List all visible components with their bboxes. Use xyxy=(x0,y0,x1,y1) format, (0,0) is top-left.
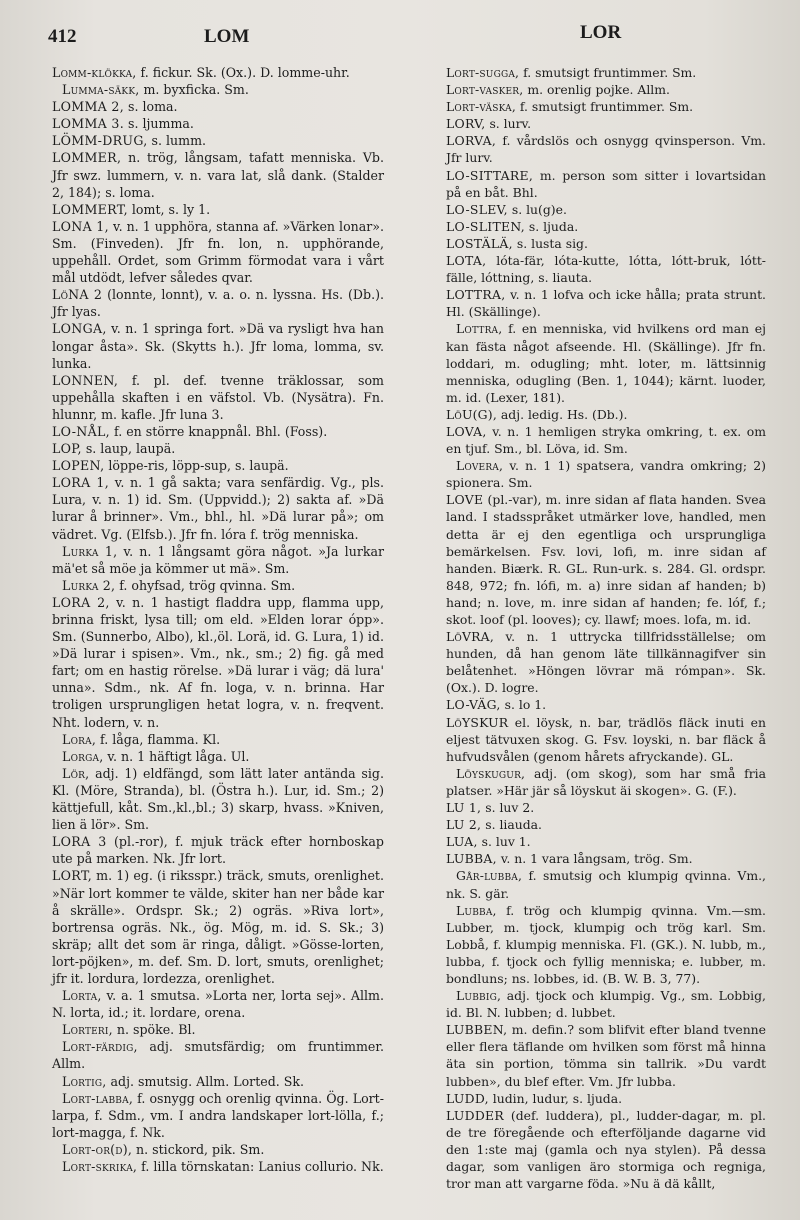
dictionary-entry xyxy=(446,64,766,81)
entry-definition: v. n. 1 hemligen stryka omkring, t. ex. om en tjuf. Sm., bl. Löva, id. Sm. xyxy=(446,423,766,457)
entry-definition: v. n. 1 gå sakta; vara senfärdig. Vg., pls. Lura, v. n. 1) id. Sm. (Uppvidd.); 2) sakta af. »Dä lurar å brinner». Vm., bhl., hl. »Dä lurar på»; om vädret. Vg. (Elfsb.). Jfr fn. lóra f. trög menniska. xyxy=(52,475,384,542)
dictionary-entry xyxy=(52,1090,384,1141)
entry-headword: Lör, xyxy=(62,765,90,781)
entry-definition: el. löysk, n. bar, trädlös fläck inuti en eljest tätvuxen skog. G. Fsv. loyski, n. bar fläck å hufvudsvålen (genom hårets afryckande). GL. xyxy=(446,714,766,764)
page-header xyxy=(48,22,764,56)
entry-definition: adj. smutsfärdig; om fruntimmer. Allm. xyxy=(52,1039,384,1072)
entry-headword: LO-VÄG, xyxy=(446,697,501,713)
entry-definition: f. pl. def. tvenne träklossar, som uppehålla skaften i en väfstol. Vb. (Nysätra). Fn. hlunnr, m. kafle. Jfr luna 3. xyxy=(52,372,384,422)
entry-headword: Löyskugur, xyxy=(456,765,526,781)
dictionary-entry xyxy=(52,731,384,748)
entry-definition: m. orenlig pojke. Allm. xyxy=(523,82,670,98)
dictionary-entry xyxy=(52,372,384,423)
dictionary-entry xyxy=(446,902,766,987)
entry-headword: LU 1, xyxy=(446,800,482,816)
entry-definition: f. smutsigt fruntimmer. Sm. xyxy=(519,65,697,80)
entry-definition: v. a. 1 smutsa. »Lorta ner, lorta sej». Allm. N. lorta, id.; it. lordare, orena. xyxy=(52,988,384,1021)
entry-headword: Lort-labba, xyxy=(62,1090,134,1106)
entry-headword: LOP, xyxy=(52,441,82,457)
entry-headword: LUA, xyxy=(446,834,478,850)
entry-definition: f. osnygg och orenlig qvinna. Ög. Lort-larpa, f. Sdm., vm. I andra landskaper lort-lölla, f.; lort-magga, f. Nk. xyxy=(52,1090,384,1140)
dictionary-entry xyxy=(446,406,766,423)
entry-definition: lóta-fär, lóta-kutte, lótta, lótt-bruk, lótt-fälle, lóttning, s. liauta. xyxy=(446,253,766,286)
entry-definition: s. lusta sig. xyxy=(512,235,588,251)
dictionary-entry xyxy=(52,1158,384,1175)
entry-headword: Lovera, xyxy=(456,458,504,474)
dictionary-entry xyxy=(446,696,766,713)
entry-headword: LUBBEN, xyxy=(446,1022,508,1038)
entry-definition: v. n. 1 häftigt låga. Ul. xyxy=(103,748,250,764)
dictionary-entry xyxy=(52,543,384,577)
entry-headword: LORT, xyxy=(52,868,92,884)
dictionary-entry xyxy=(52,81,384,98)
entry-headword: Lubbig, xyxy=(456,988,502,1004)
entry-definition: s. lurv. xyxy=(485,116,532,132)
entry-headword: Lortig, xyxy=(62,1073,107,1089)
dictionary-entry xyxy=(52,577,384,594)
dictionary-entry xyxy=(446,235,766,252)
entry-definition: m. person som sitter i lovartsidan på en båt. Bhl. xyxy=(446,167,766,200)
entry-definition: (def. luddera), pl., ludder-dagar, m. pl. de tre föregående och efterföljande dagarne vid den 1:ste maj (gamla och nya stylen). På dessa dagar, som vanligen äro stormiga och regniga, tror man att vargarne föda. »Nu ä dä kållt, xyxy=(446,1107,766,1192)
dictionary-entry xyxy=(52,423,384,440)
dictionary-entry xyxy=(52,594,384,731)
entry-definition: n. trög, långsam, tafatt menniska. Vb. Jfr swz. lummern, v. n. vara lat, slå dank. (Stalder 2, 184); s. loma. xyxy=(52,150,384,200)
entry-headword: LORV, xyxy=(446,116,486,132)
dictionary-entry xyxy=(446,799,766,816)
dictionary-entry xyxy=(446,218,766,235)
dictionary-entry xyxy=(52,765,384,833)
entry-headword: Lurka 1, xyxy=(62,543,118,559)
dictionary-entry xyxy=(52,867,384,987)
right-column xyxy=(446,64,766,1192)
entry-headword: Lottra, xyxy=(456,321,503,337)
page-number: 412 xyxy=(48,26,77,47)
entry-definition: f. låga, flamma. Kl. xyxy=(96,731,221,747)
entry-headword: LöVRA, xyxy=(446,629,494,645)
entry-headword: LORVA, xyxy=(446,133,497,149)
entry-headword: Går-lubba, xyxy=(456,868,523,884)
dictionary-entry xyxy=(446,1021,766,1089)
entry-headword: LöNA 2 xyxy=(52,287,103,303)
entry-definition: s. luv 1. xyxy=(477,834,531,850)
entry-headword: LUDD, xyxy=(446,1090,489,1106)
entry-headword: LO-SLITEN, xyxy=(446,218,525,234)
entry-definition: f. ohyfsad, trög qvinna. Sm. xyxy=(115,577,296,593)
entry-headword: LOVE xyxy=(446,492,484,508)
entry-headword: LOPEN, xyxy=(52,458,105,474)
entry-definition: f. en större knappnål. Bhl. (Foss). xyxy=(110,423,328,439)
dictionary-entry xyxy=(52,474,384,542)
entry-headword: Lomm-klökka, xyxy=(52,65,137,80)
dictionary-entry xyxy=(52,64,384,81)
dictionary-entry xyxy=(446,132,766,166)
entry-headword: Lort-or(d), xyxy=(62,1141,133,1157)
entry-headword: Lort-skrika, xyxy=(62,1159,138,1174)
dictionary-entry xyxy=(446,816,766,833)
entry-definition: s. laup, laupä. xyxy=(81,441,176,457)
entry-headword: LÖMM-DRUG, xyxy=(52,133,148,149)
entry-definition: (lonnte, lonnt), v. a. o. n. lyssna. Hs. (Db.). Jfr lyas. xyxy=(52,287,385,320)
dictionary-entry xyxy=(446,457,766,491)
dictionary-entry xyxy=(446,98,766,115)
dictionary-entry xyxy=(52,320,384,371)
entry-definition: v. n. 1 upphöra, stanna af. »Värken lonar». Sm. (Finveden). Jfr fn. lon, n. upphörande, uppehåll. Ordet, som Grimm förmodat vara i vårt mål utdödt, lefver således qvar. xyxy=(52,218,385,286)
entry-definition: v. n. 1 uttrycka tillfridsställelse; om hunden, då han genom läte tillkännagifver sin belåtenhet. »Höngen lövrar mä rómpan». Sk. (Ox.). D. logre. xyxy=(446,629,766,696)
dictionary-entry xyxy=(446,628,766,696)
dictionary-entry xyxy=(446,423,766,457)
entry-definition: s. luv 2. xyxy=(481,800,535,816)
entry-definition: s. lu(g)e. xyxy=(507,201,567,217)
entry-definition: f. vårdslös och osnygg qvinsperson. Vm. Jfr lurv. xyxy=(446,133,766,166)
entry-headword: LOMMA 3. xyxy=(52,116,124,132)
entry-definition: f. trög och klumpig qvinna. Vm.—sm. Lubber, m. tjock, klumpig och trög karl. Sm. Lobbå, f. klumpig menniska. Fl. (GK.). N. lubb, m., lubba, f. tjock och fyllig menniska; e. lubber, m. bondluns; ns. lobbes, id. (B. W. B. 3, 77). xyxy=(446,902,766,986)
entry-headword: LU 2, xyxy=(446,817,482,833)
dictionary-entry xyxy=(446,765,766,799)
dictionary-entry xyxy=(52,457,384,474)
dictionary-entry xyxy=(446,850,766,867)
entry-definition: (pl.-ror), f. mjuk träck efter hornboskap ute på marken. Nk. Jfr lort. xyxy=(52,834,384,867)
entry-headword: LOMMA 2, xyxy=(52,99,124,115)
dictionary-entry xyxy=(52,1141,384,1158)
entry-headword: Lorteri, xyxy=(62,1022,113,1038)
dictionary-entry xyxy=(52,1021,384,1038)
entry-definition: f. fickur. Sk. (Ox.). D. lomme-uhr. xyxy=(136,65,350,80)
left-column xyxy=(52,64,384,1175)
dictionary-entry xyxy=(52,201,384,218)
entry-headword: Lorta, xyxy=(62,988,102,1004)
entry-definition: lomt, s. ly 1. xyxy=(127,201,211,217)
entry-definition: v. n. 1 springa fort. »Dä va rysligt hva han longar åsta». Sk. (Skytts h.). Jfr loma, lomma, sv. lunka. xyxy=(52,321,384,371)
dictionary-entry xyxy=(446,1090,766,1107)
dictionary-entry xyxy=(446,491,766,628)
entry-headword: LO-SLEV, xyxy=(446,201,508,217)
entry-definition: adj. smutsig. Allm. Lorted. Sk. xyxy=(106,1073,305,1089)
dictionary-entry xyxy=(52,833,384,867)
dictionary-entry xyxy=(52,218,384,286)
dictionary-entry xyxy=(52,115,384,132)
dictionary-entry xyxy=(52,748,384,765)
entry-headword: Lort-vasker, xyxy=(446,82,524,98)
entry-definition: adj. 1) eldfängd, som lätt later antända sig. Kl. (Möre, Stranda), bl. (Östra h.). Lur, id. Sm.; 2) kättjefull, kåt. Sm.,kl.,bl.; 3) skarp, hvass. »Kniven, lien ä lör». Sm. xyxy=(52,765,384,833)
entry-headword: Lort-färdig, xyxy=(62,1039,138,1055)
entry-definition: s. lo 1. xyxy=(500,697,547,713)
entry-headword: LONGA, xyxy=(52,321,107,337)
entry-definition: n. spöke. Bl. xyxy=(112,1022,196,1038)
entry-headword: LOTA, xyxy=(446,253,487,269)
entry-definition: v. n. 1 1) spatsera, vandra omkring; 2) spionera. Sm. xyxy=(446,458,766,491)
entry-headword: LOMMER, xyxy=(52,150,122,166)
entry-headword: Lumma-säkk, xyxy=(62,82,140,98)
entry-definition: adj. ledig. Hs. (Db.). xyxy=(496,406,628,422)
entry-headword: Lorga, xyxy=(62,748,104,764)
entry-headword: Lurka 2, xyxy=(62,577,116,593)
entry-headword: LOMMERT, xyxy=(52,201,128,217)
dictionary-entry xyxy=(52,1073,384,1090)
entry-definition: v. n. 1 långsamt göra något. »Ja lurkar mä'et så möe ja kömmer ut mä». Sm. xyxy=(52,543,384,576)
dictionary-entry xyxy=(52,149,384,200)
entry-definition: m. defin.? som blifvit efter bland tvenne eller flera täflande om hvilken som först må hinna äta sin portion, tömma sin tallrik. »Du vardt lubben», du blef efter. Vm. Jfr lubba. xyxy=(446,1022,766,1089)
left-guide-word: LOM xyxy=(204,26,250,47)
entry-definition: n. stickord, pik. Sm. xyxy=(132,1141,265,1157)
entry-headword: LOTTRA, xyxy=(446,287,506,303)
entry-headword: LöU(G), xyxy=(446,406,497,422)
entry-definition: v. n. 1 vara långsam, trög. Sm. xyxy=(496,851,693,867)
entry-headword: LONA 1, xyxy=(52,218,109,234)
entry-definition: f. lilla törnskatan: Lanius collurio. Nk. xyxy=(137,1159,384,1174)
entry-definition: löppe-ris, löpp-sup, s. laupä. xyxy=(104,458,289,474)
entry-definition: adj. tjock och klumpig. Vg., sm. Lobbig, id. Bl. N. lubben; d. lubbet. xyxy=(446,988,766,1021)
entry-definition: f. en menniska, vid hvilkens ord man ej kan fästa något afseende. Hl. (Skällinge). Jfr fn. loddari, m. odugling; mht. loter, m. lättsinnig menniska, odugling (Ben. 1, 1044); kärnt. luoder, m. id. (Lexer, 181). xyxy=(446,321,766,405)
dictionary-entry xyxy=(446,167,766,201)
entry-headword: Lort-väska, xyxy=(446,99,516,115)
entry-definition: f. smutsigt fruntimmer. Sm. xyxy=(515,99,694,115)
entry-headword: LOVA, xyxy=(446,423,487,439)
entry-definition: s. ljuda. xyxy=(524,218,579,234)
entry-headword: LUBBA, xyxy=(446,851,497,867)
dictionary-entry xyxy=(446,833,766,850)
dictionary-entry xyxy=(52,987,384,1021)
entry-headword: Lora, xyxy=(62,731,97,747)
dictionary-entry xyxy=(52,440,384,457)
entry-headword: Lubba, xyxy=(456,902,497,918)
entry-definition: m. byxficka. Sm. xyxy=(139,82,249,98)
dictionary-entry xyxy=(446,320,766,405)
entry-headword: Lort-sugga, xyxy=(446,65,520,80)
entry-headword: LO-NÅL, xyxy=(52,423,110,439)
entry-headword: LORA 2, xyxy=(52,594,110,610)
entry-definition: adj. (om skog), som har små fria platser. »Här jär så löyskut äi skogen». G. (F.). xyxy=(446,765,766,798)
dictionary-entry xyxy=(52,132,384,149)
dictionary-entry xyxy=(52,1038,384,1072)
entry-definition: ludin, ludur, s. ljuda. xyxy=(488,1090,623,1106)
dictionary-entry xyxy=(446,201,766,218)
entry-headword: LöYSKUR xyxy=(446,714,509,730)
entry-definition: s. liauda. xyxy=(481,817,542,833)
dictionary-entry xyxy=(446,987,766,1021)
right-guide-word: LOR xyxy=(580,22,622,43)
dictionary-entry xyxy=(446,81,766,98)
entry-headword: LO-SITTARE, xyxy=(446,167,534,183)
dictionary-entry xyxy=(52,286,384,320)
dictionary-entry xyxy=(446,714,766,765)
entry-headword: LONNEN, xyxy=(52,372,119,388)
dictionary-entry xyxy=(446,867,766,901)
entry-headword: LOSTÄLÄ, xyxy=(446,235,513,251)
dictionary-entry xyxy=(446,252,766,286)
dictionary-entry xyxy=(52,98,384,115)
entry-headword: LUDDER xyxy=(446,1107,505,1123)
entry-definition: f. smutsig och klumpig qvinna. Vm., nk. S. gär. xyxy=(446,868,766,901)
entry-definition: m. 1) eg. (i riksspr.) träck, smuts, orenlighet. »När lort kommer te välde, skiter han ner både kar å skrälle». Ordspr. Sk.; 2) ogräs. »Riva lort», bortrensa ogräs. Nk., ög. Mög, m. id. S. Sk.; 3) skräp; allt det som är ringa, dåligt. »Gösse-lorten, lort-pöjken», m. def. Sm. D. lort, smuts, orenlighet; jfr it. lordura, lordezza, orenlighet. xyxy=(52,868,384,986)
entry-headword: LORA 3 xyxy=(52,834,107,850)
dictionary-entry xyxy=(446,286,766,320)
dictionary-entry xyxy=(446,1107,766,1192)
entry-definition: s. loma. xyxy=(124,99,178,115)
entry-headword: LORA 1, xyxy=(52,475,110,491)
entry-definition: s. ljumma. xyxy=(124,116,194,132)
entry-definition: v. n. 1 lofva och icke hålla; prata strunt. Hl. (Skällinge). xyxy=(446,287,766,320)
entry-definition: v. n. 1 hastigt fladdra upp, flamma upp, brinna friskt, lysa till; om eld. »Elden lorar ópp». Sm. (Sunnerbo, Albo), kl.,öl. Lorä, id. G. Lura, 1) id. »Dä lurar i spisen». Vm., nk., sm.; 2) fig. gå med fart; om en hastig rörelse. »Dä lurar i väg; dä lura' unna». Sdm., nk. Af fn. loga, v. n. brinna. Har troligen ursprungligen hetat logra, v. n. freqvent. Nht. lodern, v. n. xyxy=(52,594,385,730)
dictionary-entry xyxy=(446,115,766,132)
entry-definition: (pl.-var), m. inre sidan af flata handen. Svea land. I stadsspråket utmärker love, handled, men detta är ej den egentliga och ursprungliga bemärkelsen. Fsv. lovi, lofi, m. inre sidan af handen. Biærk. R. GL. Run-urk. s. 284. Gl. ordspr. 848, 972; fn. lófi, m. a) inre sidan af handen; b) hand; n. love, m. inre sidan af handen; fe. lóf, f.; skot. loof (pl. looves); cy. llawf; moes. lofa, m. id. xyxy=(446,492,766,627)
entry-definition: s. lumm. xyxy=(147,133,207,149)
